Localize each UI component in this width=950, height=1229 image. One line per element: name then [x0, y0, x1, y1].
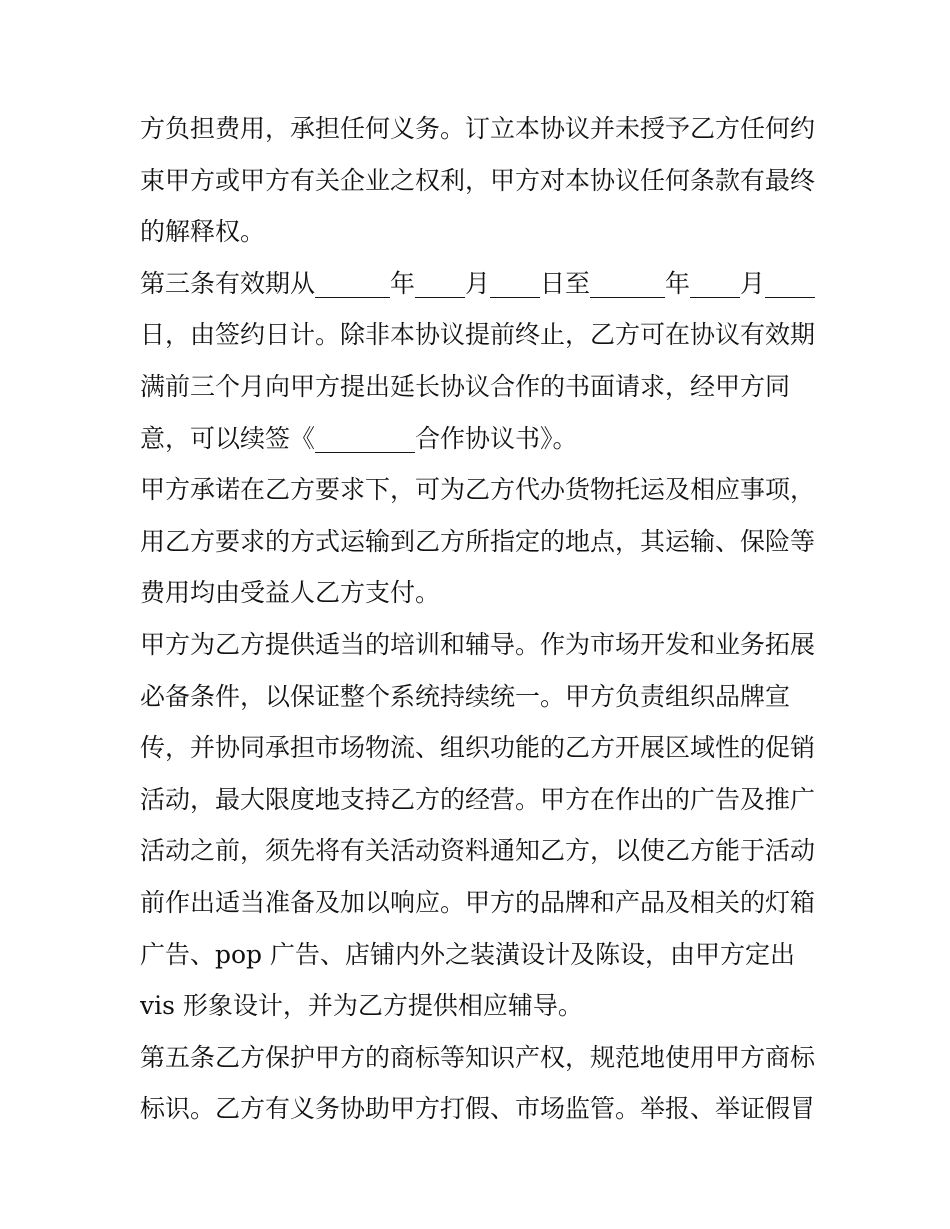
text-line: 活动，最大限度地支持乙方的经营。甲方在作出的广告及推广: [140, 784, 816, 814]
text-line: vis 形象设计，并为乙方提供相应辅导。: [140, 991, 583, 1021]
document-body: [140, 103, 820, 1135]
text-line: 的解释权。: [140, 217, 266, 247]
text-line: 费用均由受益人乙方支付。: [140, 578, 441, 608]
text-line: 标识。乙方有义务协助甲方打假、市场监管。举报、举证假冒: [140, 1094, 816, 1124]
text-line: 方负担费用，承担任何义务。订立本协议并未授予乙方任何约: [140, 114, 816, 143]
text-line: 甲方承诺在乙方要求下，可为乙方代办货物托运及相应事项，: [140, 475, 816, 505]
text-line: 束甲方或甲方有关企业之权利，甲方对本协议任何条款有最终: [140, 165, 816, 195]
text-line: 甲方为乙方提供适当的培训和辅导。作为市场开发和业务拓展: [140, 629, 816, 659]
text-line: 第五条乙方保护甲方的商标等知识产权，规范地使用甲方商标: [140, 1042, 816, 1072]
text-line: 活动之前，须先将有关活动资料通知乙方，以使乙方能于活动: [140, 836, 816, 866]
text-line: 前作出适当准备及加以响应。甲方的品牌和产品及相关的灯箱: [140, 887, 816, 917]
text-line: 用乙方要求的方式运输到乙方所指定的地点，其运输、保险等: [140, 526, 816, 556]
text-line: 传，并协同承担市场物流、组织功能的乙方开展区域性的促销: [140, 733, 816, 763]
text-line: 广告、pop 广告、店铺内外之装潢设计及陈设，由甲方定出: [140, 939, 796, 969]
text-line: 意，可以续签《________合作协议书》。: [140, 423, 578, 453]
text-line: 必备条件，以保证整个系统持续统一。甲方负责组织品牌宣: [140, 681, 791, 711]
text-line: 满前三个月向甲方提出延长协议合作的书面请求，经甲方同: [140, 371, 791, 401]
text-line: 日，由签约日计。除非本协议提前终止，乙方可在协议有效期: [140, 320, 816, 350]
text-line: 第三条有效期从______年____月____日至______年____月____: [140, 268, 816, 298]
